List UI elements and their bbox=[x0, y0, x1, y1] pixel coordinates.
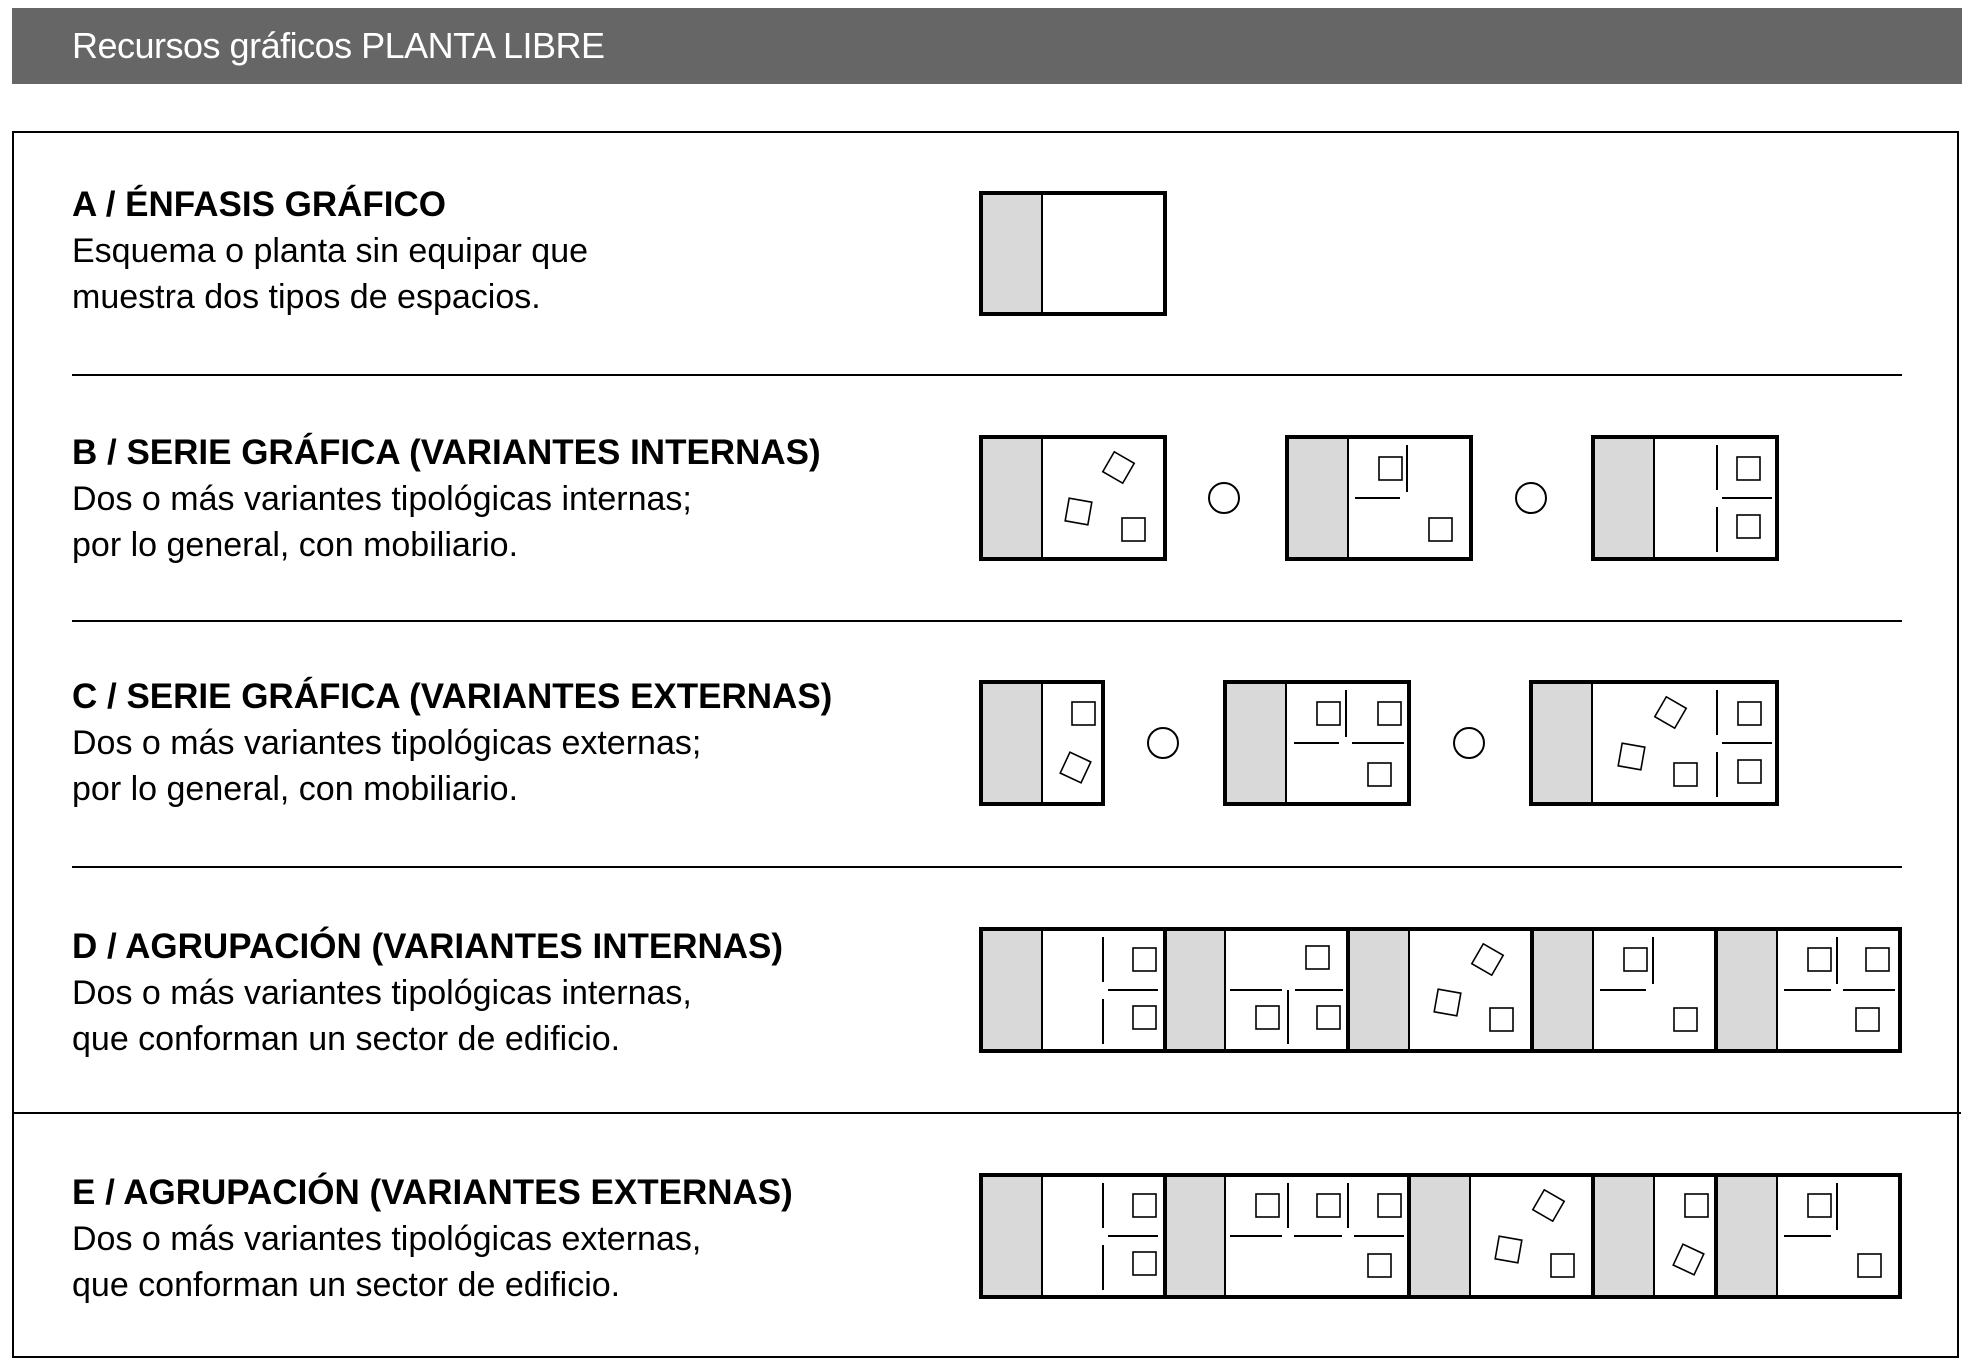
plan-b1 bbox=[981, 437, 1165, 559]
plan-b2 bbox=[1287, 437, 1471, 559]
section-e-title: E / AGRUPACIÓN (VARIANTES EXTERNAS) bbox=[72, 1173, 793, 1212]
or-circle-c1 bbox=[1148, 728, 1178, 758]
section-e-desc-line2: que conforman un sector de edificio. bbox=[72, 1266, 621, 1304]
section-d-title: D / AGRUPACIÓN (VARIANTES INTERNAS) bbox=[72, 927, 784, 966]
or-circle-c2 bbox=[1454, 728, 1484, 758]
section-c-desc-line1: Dos o más variantes tipológicas externas; bbox=[72, 724, 702, 762]
section-d-desc-line1: Dos o más variantes tipológicas internas, bbox=[72, 974, 692, 1012]
plan-c2 bbox=[1225, 682, 1409, 804]
plan-c1 bbox=[981, 682, 1103, 804]
section-e-desc-line1: Dos o más variantes tipológicas externas, bbox=[72, 1220, 702, 1258]
section-c-desc-line2: por lo general, con mobiliario. bbox=[72, 770, 519, 808]
section-a-title: A / ÉNFASIS GRÁFICO bbox=[72, 185, 447, 224]
plan-c3 bbox=[1531, 682, 1777, 804]
plan-a bbox=[981, 193, 1165, 314]
section-b-desc-line2: por lo general, con mobiliario. bbox=[72, 526, 519, 564]
page-title: Recursos gráficos PLANTA LIBRE bbox=[72, 25, 605, 66]
section-a-desc-line1: Esquema o planta sin equipar que bbox=[72, 232, 589, 270]
section-b-desc-line1: Dos o más variantes tipológicas internas; bbox=[72, 480, 692, 518]
section-a-desc-line2: muestra dos tipos de espacios. bbox=[72, 278, 541, 316]
section-c-title: C / SERIE GRÁFICA (VARIANTES EXTERNAS) bbox=[72, 677, 833, 716]
section-d-desc-line2: que conforman un sector de edificio. bbox=[72, 1020, 621, 1058]
section-b-title: B / SERIE GRÁFICA (VARIANTES INTERNAS) bbox=[72, 433, 821, 472]
plan-b3 bbox=[1593, 437, 1777, 559]
or-circle-b1 bbox=[1209, 483, 1239, 513]
plan-e-strip bbox=[981, 1175, 1900, 1297]
plan-d-strip bbox=[981, 929, 1900, 1051]
or-circle-b2 bbox=[1516, 483, 1546, 513]
